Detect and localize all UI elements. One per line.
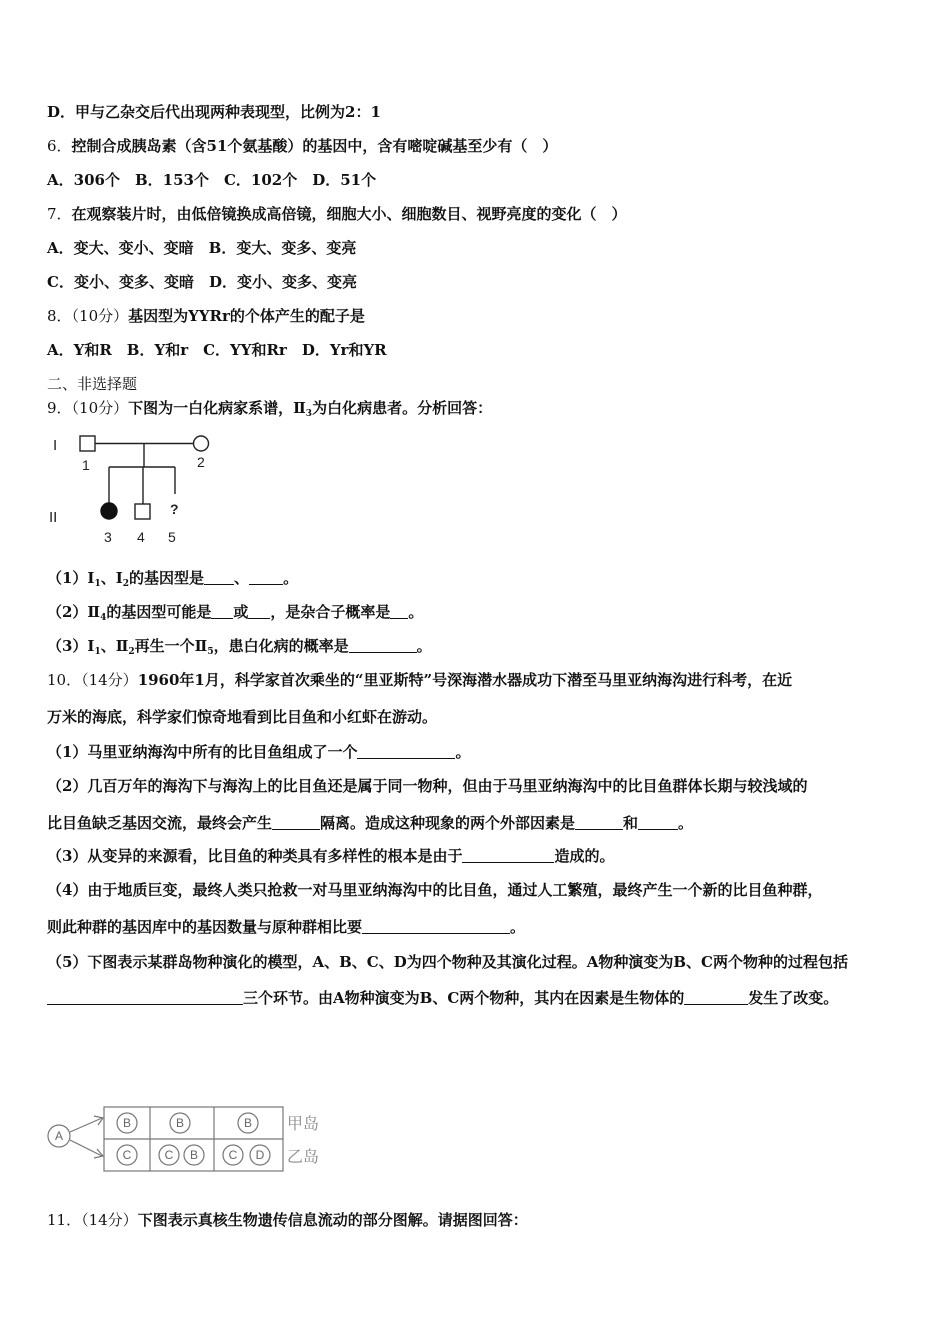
q9-sub3: $(3)Ⅰ_1$、$Ⅱ_2$再生一个$Ⅱ_5$，患白化病的概率是 。	[47, 637, 432, 657]
answer-blank[interactable]	[575, 815, 623, 830]
answer-blank[interactable]	[362, 919, 510, 934]
q10-part4-line2: 则此种群的基因库中的基因数量与原种群相比要 。	[47, 918, 526, 936]
q8-stem	[47, 306, 365, 326]
q8-text: 基因型为YYRr的个体产生的配子是	[128, 307, 365, 325]
species-label: C	[164, 1148, 174, 1162]
q8-number: 8．	[47, 307, 72, 325]
species-label: D	[255, 1148, 265, 1162]
q9-number: 9．	[47, 399, 72, 417]
answer-blank[interactable]	[272, 815, 320, 830]
answer-blank[interactable]	[248, 604, 270, 619]
q10-stem-line2: 万米的海底，科学家们惊奇地看到比目鱼和小红虾在游动。	[47, 708, 438, 726]
island-yi-label: 乙岛	[287, 1147, 320, 1166]
q11-number: 11．	[47, 1211, 82, 1229]
individual-i2-female	[194, 436, 209, 451]
q7-text: 在观察装片时，由低倍镜换成高倍镜，细胞大小、细胞数目、视野亮度的变化（ ）	[71, 205, 627, 223]
answer-blank[interactable]	[390, 604, 408, 619]
answer-blank[interactable]	[638, 815, 678, 830]
q9-text: 下图为一白化病家系谱，$Ⅱ_3$为白化病患者。分析回答：	[128, 399, 493, 419]
individual-i1-male	[80, 436, 95, 451]
q6-stem	[47, 136, 557, 156]
q9-sub2: $(2)Ⅱ_4$的基因型可能是 或 ，是杂合子概率是 。	[47, 603, 424, 623]
q10-part3: （3）从变异的来源看，比目鱼的种类具有多样性的根本是由于 造成的。	[47, 847, 615, 865]
q7-number: 7．	[47, 205, 72, 223]
answer-blank[interactable]	[204, 570, 234, 585]
q10-part2-line2: 比目鱼缺乏基因交流，最终会产生 隔离。造成这种现象的两个外部因素是 和 。	[47, 814, 694, 832]
species-label: B	[122, 1116, 132, 1130]
species-label: B	[243, 1116, 253, 1130]
species-label: C	[228, 1148, 238, 1162]
q6-text: 控制合成胰岛素（含51个氨基酸）的基因中，含有嘧啶碱基至少有（ ）	[71, 137, 558, 155]
number-1: 1	[82, 457, 90, 473]
q8-score: （10分）	[71, 307, 129, 325]
q9-sub1: $(1)Ⅰ_1$、$Ⅰ_2$的基因型是 、 。	[47, 569, 299, 589]
answer-blank[interactable]	[684, 990, 748, 1005]
answer-blank[interactable]	[349, 638, 417, 653]
pedigree-chart	[45, 428, 225, 553]
species-a-label: A	[54, 1129, 64, 1143]
answer-blank[interactable]	[357, 744, 455, 759]
q7-stem	[47, 204, 627, 224]
q8-options: A．Y和R B．Y和r C．YY和Rr D．Yr和YR	[47, 341, 387, 359]
q11-stem	[47, 1210, 528, 1230]
q10-stem-line1: 10．（14分）1960年1月，科学家首次乘坐的“里亚斯特”号深海潜水器成功下潜至马里亚纳海沟进行科考，在近	[47, 671, 793, 689]
island-jia-label: 甲岛	[287, 1114, 320, 1133]
number-2: 2	[197, 454, 205, 470]
answer-blank[interactable]	[462, 848, 554, 863]
species-label: C	[122, 1148, 132, 1162]
q6-number: 6．	[47, 137, 72, 155]
q5-option-d: D．甲与乙杂交后代出现两种表现型，比例为2：1	[47, 103, 381, 121]
q7-options-ab: A．变大、变小、变暗 B．变大、变多、变亮	[47, 239, 357, 257]
answer-blank[interactable]	[211, 604, 233, 619]
q6-options: A．306个 B．153个 C．102个 D．51个	[47, 171, 377, 189]
number-3: 3	[104, 529, 112, 545]
generation-2-label: II	[49, 509, 58, 526]
unknown-marker: ?	[170, 501, 179, 517]
q11-score: （14分）	[81, 1211, 138, 1229]
q9-score: （10分）	[71, 399, 129, 417]
number-5: 5	[168, 529, 176, 545]
q10-part5-line2: 三个环节。由A物种演变为B、C两个物种，其内在因素是生物体的 发生了改变。	[47, 988, 838, 1008]
q10-part5-line1: （5）下图表示某群岛物种演化的模型，A、B、C、D为四个物种及其演化过程。A物种演变为B、C两个物种的过程包括	[47, 953, 848, 971]
species-label: B	[189, 1148, 199, 1162]
number-4: 4	[137, 529, 145, 545]
section-heading: 二、非选择题	[47, 375, 138, 393]
island-evolution-diagram	[44, 1104, 334, 1174]
generation-1-label: I	[53, 437, 58, 454]
individual-ii4-male	[135, 504, 150, 519]
q10-score: （14分）	[81, 671, 138, 689]
species-label: B	[175, 1116, 185, 1130]
q10-part1: （1）马里亚纳海沟中所有的比目鱼组成了一个 。	[47, 743, 471, 761]
individual-ii3-affected-female	[101, 503, 117, 519]
q9-stem	[47, 398, 492, 424]
q10-number: 10．	[47, 671, 82, 689]
q7-options-cd: C．变小、变多、变暗 D．变小、变多、变亮	[47, 273, 357, 291]
answer-blank[interactable]	[249, 570, 283, 585]
q10-part2-line1: （2）几百万年的海沟下与海沟上的比目鱼还是属于同一物种，但由于马里亚纳海沟中的比目鱼群体长期与较浅域的	[47, 777, 808, 795]
answer-blank[interactable]	[47, 990, 243, 1005]
q11-text: 下图表示真核生物遗传信息流动的部分图解。请据图回答：	[137, 1211, 528, 1229]
q10-part4-line1: （4）由于地质巨变，最终人类只抢救一对马里亚纳海沟中的比目鱼，通过人工繁殖，最终产生一个新的比目鱼种群，	[47, 881, 823, 899]
